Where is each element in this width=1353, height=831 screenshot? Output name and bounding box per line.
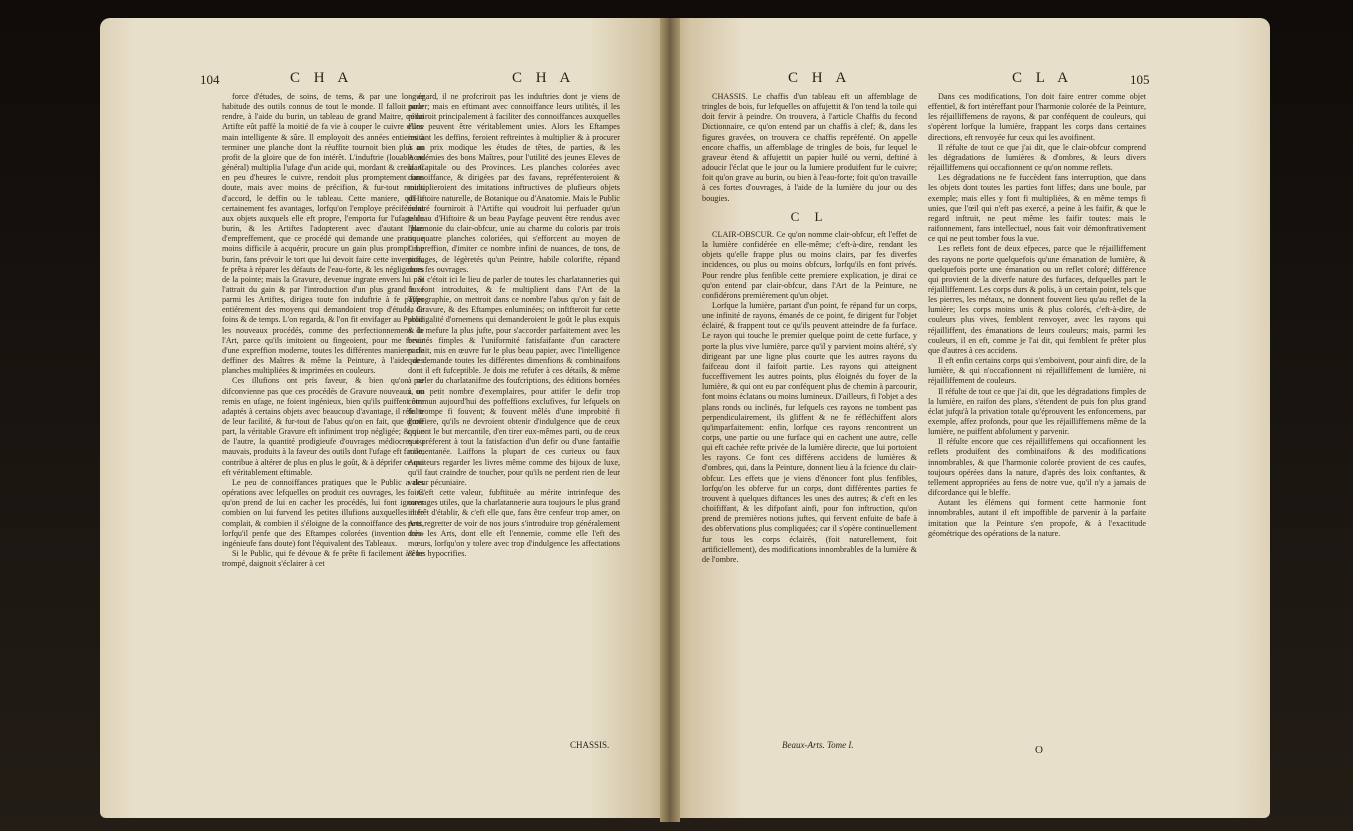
left-column-2 [408,92,620,780]
signature-mark: O [1035,744,1043,756]
paragraph: C'eft cette valeur, fubftituée au mérite intrinfeque des ouvrages utiles, que la charlatannerie aura toujours le plus grand intérêt d'établir, & c'eft elle que, fans être cenfeur trop amer, on peut regretter de voir de nos jours s'introduire trop généralement dans les Arts, dont elle eft l'ennemie, comme elle l'eft des mœurs, lorfqu'on y tolere avec trop d'indulgence les affectations & les hypocrifies. [408,488,620,559]
paragraph: CHASSIS. Le chaffis d'un tableau eft un affemblage de tringles de bois, fur lefquelles on affujettit & l'on tend la toile qui doit fervir à peindre. On trouvera, à l'article Chaffis du fecond Dictionnaire, ce qu'on entend par un chaffis à clef; &, dans les figures gravées, on trouvera ce chaffis repréfenté. On appelle encore chaffis, un affemblage de tringles de bois, fur lequel le graveur étend & affujettit un papier huilé ou verni, deftiné à adoucir l'éclat que le jour ou la lumiere produifent fur le cuivre; foit qu'on grave au burin, ou bien à l'eau-forte; foit qu'on travaille à ces fortes d'ouvrages, à l'aide de la lumière du jour ou des bougies. [702,92,917,203]
paragraph: Si c'étoit ici le lieu de parler de toutes les charlatanneries qui fe font introduites, & fe multiplient dans l'Art de la Typographie, on mettroit dans ce nombre l'abus qu'on y fait de la Gravure, & des Eftampes enluminées; on inftfteroit fur cette prodigalité d'ornemens qui demanderoient le goût le plus exquis & la mefure la plus jufte, pour s'accorder parfaitement avec les beautés fimples & l'uniformité fatisfaifante d'un caractere parfait, mis en œuvre fur le plus beau papier, avec l'intelligence que demande toutes les différentes dimenfions & combinaifons dont il eft fufceptible. Je dois me refufer à ces détails, & même à parler du charlatanifme des foufcriptions, des éditions bornées à un petit nombre d'exemplaires, pour attifer le defir trop commun aujourd'hui des poffeffions exclufives, fur lefquels on fe trompe fi fouvent; & fouvent mêlés d'une improbité fi groffiere, qu'ils ne devroient obtenir d'indulgence que de ceux qui ont le but mercantile, d'en tirer eux-mêmes parti, ou de ceux qui préferent à tout la fatisfaction d'un defir ou d'une fantaifie momentanée. Laiffons la plupart de ces curieux ou faux Amateurs regarder les livres même comme des bijoux de luxe, qu'il faut craindre de toucher, pour qu'ils ne perdent rien de leur valeur pécuniaire. [408,274,620,487]
paragraph: force d'études, de soins, de tems, & par une longue habitude des outils connus de tout le monde. Il falloit pour rendre, à l'aide du burin, un tableau de grand Maitre, qu'un Artifte eût paffé la moitié de fa vie à couper le cuivre d'une main intelligente & sûre. Il employoit des années entieres à terminer une planche dont la réuffite tournoit bien plus au profit de la gloire que de fon intérêt. L'induftrie (louable en général) multiplia l'ufage d'un acide qui, mordant & creufant en peu d'heures le cuivre, rendoit plus promptement fans doute, mais avec moins de précifion, & fur-tout moins d'accord, le deffin ou le tableau. Cette maniere, qui a certainement fes avantages, lorfqu'on l'employe précifément aux objets auxquels elle eft propre, l'emporta fur l'ufage du burin, & les Artiftes l'adopterent avec d'autant plus d'empreffement, que ce procédé qui demande une pratique moins difficile à acquérir, procure un gain plus prompt. Le burin, fans prévoir le tort que lui devoit faire cette invention, fe prêta à réparer les défauts de l'eau-forte, & les négligences de la pointe; mais la Gravure, devenue ingrate envers lui par l'attrait du gain & par l'introduction d'un plus grand luxe parmi les Artiftes, dirigea toute fon induftrie à fe paffer entiérement des moyens qui demandoient trop d'étude, de foins & de temps. L'on regarda, & l'on fit envifager au Public les nouveaux procédés, comme des perfectionnemens de l'Art, parce qu'ils imitoient ou fingeoient, pour me fervir d'une expreffion moderne, toutes les différentes manieres de deffiner des Maîtres & même la Peinture, à l'aide des planches multipliées & imprimées en couleurs. [222,92,424,376]
footer-title: Beaux-Arts. Tome I. [782,740,854,750]
paragraph: Il eft enfin certains corps qui s'emboivent, pour ainfi dire, de la lumière, & qui n'occafionnent ni réjailliffement de lumière, ni réjailliffement de couleurs. [928,356,1146,386]
right-running-head-2: C L A [1012,70,1074,86]
section-title: C L [790,208,829,224]
paragraph: Autant les élémens qui forment cette harmonie font innombrables, autant il eft impoffible de parvenir à la parfaite imitation que la Peinture s'en propofe, & à l'exactitude géométrique des opérations de la nature. [928,498,1146,538]
paragraph: Si le Public, qui fe dévoue & fe prête fi facilement à être trompé, daignoit s'éclairer à cet [222,549,424,569]
book-gutter [660,18,680,822]
paragraph: Les dégradations ne fe fuccèdent fans interruption, que dans les objets dont toutes les parties font liffes; dans une boule, par exemple; mais elles y font fi multipliées, & en même temps fi unies, que l'œil qui n'eft pas exercé, a peine à les faifir, & que le regard inftruit, ne peut même les faifir toutes: mais le raifonnement, fans intellectuel, nous fait voir démonftrativement ce qui ne peut tomber fous la vue. [928,173,1146,244]
left-page-number: 104 [200,72,220,87]
catchword: CHASSIS. [570,740,610,750]
paragraph: Il réfulte de tout ce que j'ai dit, que les dégradations fimples de la lumière, en raifon des plans, s'étendent de puis fon plus grand éclat jufqu'à la privation totale qu'éprouvent les enfoncemens, par exemple, affez profonds, pour que les réjailliffemens même de la lumière, ne puiffent abfolument y parvenir. [928,386,1146,437]
right-page-number: 105 [1130,72,1150,87]
paragraph: Dans ces modifications, l'on doit faire entrer comme objet effentiel, & fort intéreffant pour l'harmonie colorée de la Peinture, les réjailliffemens de rayons, & par conféquent de couleurs, qui s'opèrent lorfque la lumière, frappant les corps dans certaines directions, eft renvoyée fur ceux qui les avoifinent. [928,92,1146,142]
paragraph: égard, il ne profcriroit pas les induftries dont je viens de parler; mais en eftimant avec connoiffance leurs utilités, il les réduiroit principalement à faciliter des connoiffances auxquelles elles peuvent être véritablement unies. Alors les Eftampes imitant les deffins, feroient reftreintes à multiplier & à procurer à un prix modique les études de têtes, de parties, & les Académies des bons Maîtres, pour l'utilité des jeunes Eleves de la Capitale ou des Provinces. Les planches colorées avec connoiffance, & dirigées par des favans, repréfenteroient & multiplieroient des imitations inftructives de plufieurs objets d'Hiftoire naturelle, de Botanique ou d'Anatomie. Mais le Public éclairé fourniroit à l'Artifte qui voudroit lui perfuader qu'un tableau d'Hiftoire & un beau Payfage peuvent être rendus avec l'harmonie du clair-obfcur, unie au charme du coloris par trois ou quatre planches coloriées, qui s'efforcent au moyen de l'impreffion, d'imiter ce nombre infini de nuances, de tons, de paffages, de légèretés qu'un Peintre, habile colorifte, répand dans fes ouvrages. [408,92,620,274]
paragraph: Ces illufions ont pris faveur, & bien qu'on ne difconvienne pas que ces procédés de Gravure nouveaux, ou remis en ufage, ne foient ingénieux, bien qu'ils puiffent être adaptés à certains objets avec beaucoup d'avantage, il réfulte de leur facilité, & fur-tout de l'abus qu'on en fait, que d'une part, la véritable Gravure eft infiniment trop négligée; & que de l'autre, la quantité prodigieufe d'ouvrages médiocres ou mauvais, produits à la faveur des outils dont l'ufage eft facile, contribue à altérer de plus en plus le goût, & à déprifer ce qui eft véritablement eftimable. [222,376,424,477]
left-running-head-1: C H A [290,70,354,86]
right-running-head-1: C H A [788,70,852,86]
paragraph: Lorfque la lumière, partant d'un point, fe répand fur un corps, une infinité de rayons, émanés de ce point, fe dirigent fur l'objet éclairé, & frappent tout ce qu'ils peuvent atteindre de fa furface. Le rayon qui touche le premier quelque point de cette furface, y porte la plus vive lumière, parce qu'il y parvient moins altéré, s'y dirigeant par une ligne plus courte que les autres rayons du faifceau dont il faifoit partie. Les rayons qui atteignent fucceffivement les autres points, plus éloignés du foyer de la lumière, & qui ont eu par conféquent plus de chemin à parcourir, font moins éclatans ou moins lumineux. D'ailleurs, fi l'objet a des plans ronds ou inclinés, fur lefquels ces rayons ne tombent pas perpendiculairement, ils gliffent & ne fe réfléchiffent alors qu'imparfaitement: enfin, lorfque ces rayons rencontrent un corps, une partie ou une furface qui en cachent une autre, celle qui eft cachée refte privée de la lumière directe, que lui portoient les rayons. Ce font ces différens accidens de lumières & d'ombres, qui, dans la Peinture, donnent lieu à la fcience du clair-obfcur. Les effets que je viens d'énoncer font plus fenfibles, lorfqu'on les obferve fur un corps, dont différentes parties fe trouvent à quelques diftances les unes des autres; & c'eft en les choififfant, & les difpofant ainfi, pour fon inftruction, qu'on prend de premières notions juftes, qui fervent enfuite de bafe à des obfervations plus compliquées; car il s'opère continuellement fur tous les corps éclairés, (foit naturellement, foit artificiellement), des modifications innombrables de la lumière & de l'ombre. [702,300,917,564]
right-column-1 [702,92,917,752]
left-column-1 [222,92,424,780]
paragraph: Il réfulte encore que ces réjailliffemens qui occafionnent les reflets produifent des combinaifons & des modifications innombrables, & que l'harmonie colorée provient de ces caufes, toujours opérées dans la nature, d'après des loix conftantes, & tellement appropriées au fens de notre vue, qu'il n'y a jamais de difcordance qui le bleffe. [928,437,1146,498]
paragraph: CLAIR-OBSCUR. Ce qu'on nomme clair-obfcur, eft l'effet de la lumière confidérée en elle-même; c'eft-à-dire, rendant les objets qu'elle frappe plus ou moins clairs, par fes diverfes incidences, ou plus ou moins obfcurs, lorfqu'ils en font privés. Pour rendre plus fenfible cette premiere explication, je dirai ce qu'on entend par clair-obfcur, dans l'Art de la Peinture, ne confidérons premièrement qu'un objet. [702,229,917,300]
left-running-head-2: C H A [512,70,576,86]
paragraph: Le peu de connoiffances pratiques que le Public a des opérations avec lefquelles on produit ces ouvrages, les foins qu'on prend de lui en cacher les procédés, lui font ignorer combien on lui furvend les petites illufions auxquelles il fe complait, & combien il s'éloigne de la connoiffance des Arts, lorfqu'il penfe que des Eftampes colorées (invention très-ingénieufe fans doute) font l'équivalent des Tableaux. [222,477,424,548]
paragraph: Il réfulte de tout ce que j'ai dit, que le clair-obfcur comprend les dégradations de lumières & d'ombres, & leurs divers réjailliffemens qui occafionnent ce qu'on nomme reflets. [928,142,1146,173]
open-book [100,18,1270,824]
right-column-2 [928,92,1146,782]
paragraph: Les reflets font de deux efpeces, parce que le réjailliffement des rayons ne porte quelquefois qu'une émanation de lumière, & quelquefois porte une émanation ou un reflet coloré; différence qui provient de la diverfe nature des furfaces, defquelles part le réjailliffement. Les corps durs & polis, à un certain point, tels que les pierres, les métaux, ne donnent fouvent lieu qu'au reflet de la lumière; les corps moins unis & plus colorés, c'eft-à-dire, de couleurs plus vives, femblent renvoyer, avec les rayons qui réjailliffent, des émanations de leurs couleurs; mais, parmi les couleurs, il en eft, comme je l'ai dit, qui femblent fe prêter plus que d'autres à ces accidens. [928,244,1146,355]
